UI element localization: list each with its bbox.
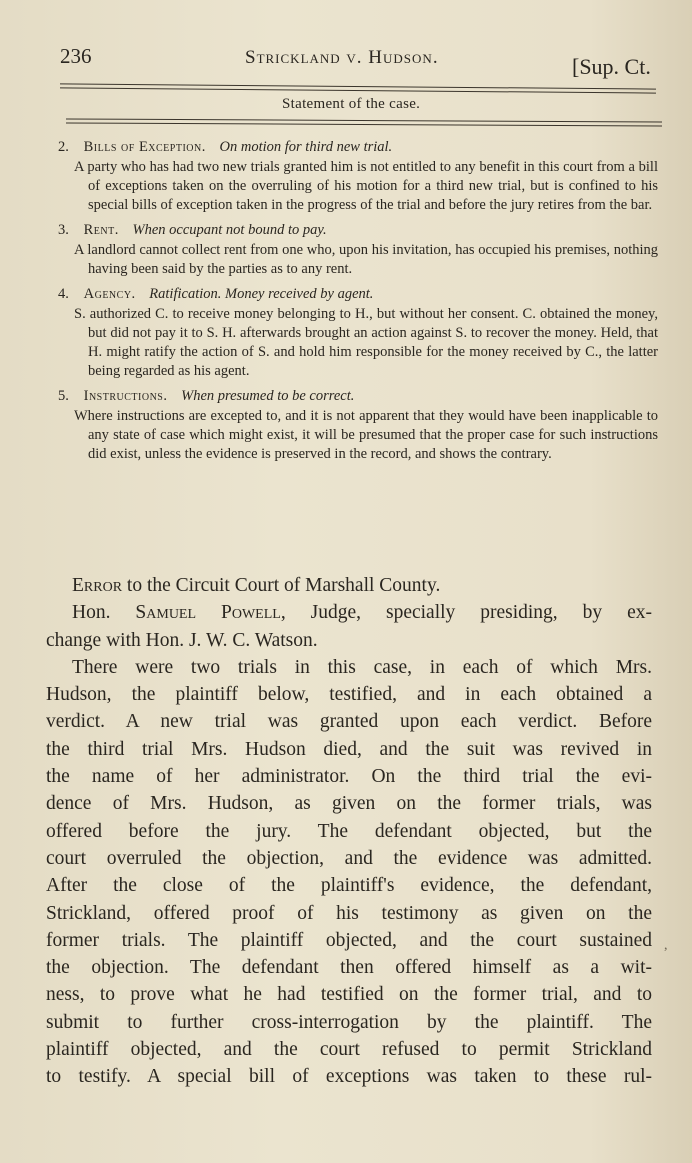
judge-line-2: change with Hon. J. W. C. Watson.	[46, 629, 318, 651]
facts-paragraph	[46, 654, 652, 1091]
text-line: After the close of the plaintiff's evidence, the defendant,	[46, 875, 652, 897]
text-line: plaintiff objected, and the court refused to permit Strickland	[46, 1039, 652, 1061]
headnote-title: Rent.	[83, 222, 119, 238]
error-line	[46, 572, 652, 599]
text-line: Strickland, offered proof of his testimony as given on the	[46, 902, 652, 924]
headnote-body: A landlord cannot collect rent from one who, upon his invitation, has occupied his premises, nothing having been said by the parties as to any rent.	[74, 242, 658, 277]
margin-mark: ,	[664, 938, 668, 953]
headnote-title: Instructions.	[83, 388, 168, 404]
headnote-title: Agency.	[83, 286, 136, 302]
headnote-number: 3.	[58, 222, 69, 238]
judge-line-1-rest: , Judge, specially presiding, by ex-	[280, 602, 652, 624]
headnote-subtitle: When presumed to be correct.	[181, 388, 355, 404]
headnote-number: 4.	[58, 286, 69, 302]
text-line: submit to further cross-interrogation by the plaintiff. The	[46, 1011, 652, 1033]
headnote-agency	[58, 285, 658, 381]
text-line: the objection. The defendant then offered himself as a wit-	[46, 957, 652, 979]
page-number: 236	[60, 44, 92, 68]
headnote-subtitle: Ratification. Money received by agent.	[149, 286, 374, 302]
text-line: verdict. A new trial was granted upon each verdict. Before	[46, 711, 652, 733]
headnote-body: A party who has had two new trials granted him is not entitled to any benefit in this court from a bill of exceptions taken on the overruling of his motion for a third new trial, but is confined to his special bills of exception taken in the progress of the trial and before the jury retires from the bar.	[74, 159, 658, 213]
page-header	[60, 44, 660, 84]
statement-rule-bottom	[66, 122, 662, 126]
judge-line-1	[46, 599, 652, 626]
text-line: former trials. The plaintiff objected, and the court sustained	[46, 929, 652, 951]
text-line: ness, to prove what he had testified on the former trial, and to	[46, 984, 652, 1006]
text-line: dence of Mrs. Hudson, as given on the former trials, was	[46, 793, 652, 815]
headnote-subtitle: On motion for third new trial.	[219, 139, 393, 155]
headnote-instructions	[58, 387, 658, 464]
case-text	[46, 572, 652, 1091]
headnote-body: S. authorized C. to receive money belonging to H., but without her consent. C. obtained the money, but did not pay it to S. H. afterwards brought an action against S. to recover the money. Held, that H. might ratify the action of S. and hold him responsible for the money received by C., the latter being regarded as his agent.	[74, 306, 658, 379]
text-line: Hudson, the plaintiff below, testified, and in each obtained a	[46, 684, 652, 706]
headnote-rent	[58, 221, 658, 279]
judge-paragraph	[46, 599, 652, 654]
headnote-bills-of-exception	[58, 138, 658, 215]
statement-label: Statement of the case.	[282, 96, 421, 112]
headnote-number: 2.	[58, 139, 69, 155]
error-rest: to the Circuit Court of Marshall County.	[122, 575, 441, 596]
text-line: There were two trials in this case, in each of which Mrs.	[72, 656, 652, 678]
error-lead: Error	[72, 575, 123, 596]
judge-hon: Hon.	[72, 602, 136, 624]
running-title: Strickland v. Hudson.	[245, 47, 439, 68]
text-line: court overruled the objection, and the evidence was admitted.	[46, 847, 652, 869]
text-line: to testify. A special bill of exceptions was taken to these rul-	[46, 1066, 652, 1088]
headnote-number: 5.	[58, 388, 69, 404]
court-tag: [Sup. Ct.	[572, 54, 651, 79]
text-line: the name of her administrator. On the third trial the evi-	[46, 766, 652, 788]
judge-name: Samuel Powell	[135, 602, 281, 624]
text-line: offered before the jury. The defendant objected, but the	[46, 820, 652, 842]
headnotes	[58, 138, 658, 470]
headnote-body: Where instructions are excepted to, and it is not apparent that they would have been inapplicable to any state of case which might exist, it will be presumed that the proper case for such instructions did exist, unless the evidence is preserved in the record, and shows the contrary.	[74, 408, 658, 462]
text-line: the third trial Mrs. Hudson died, and the suit was revived in	[46, 738, 652, 760]
headnote-title: Bills of Exception.	[83, 139, 206, 155]
headnote-subtitle: When occupant not bound to pay.	[132, 222, 327, 238]
